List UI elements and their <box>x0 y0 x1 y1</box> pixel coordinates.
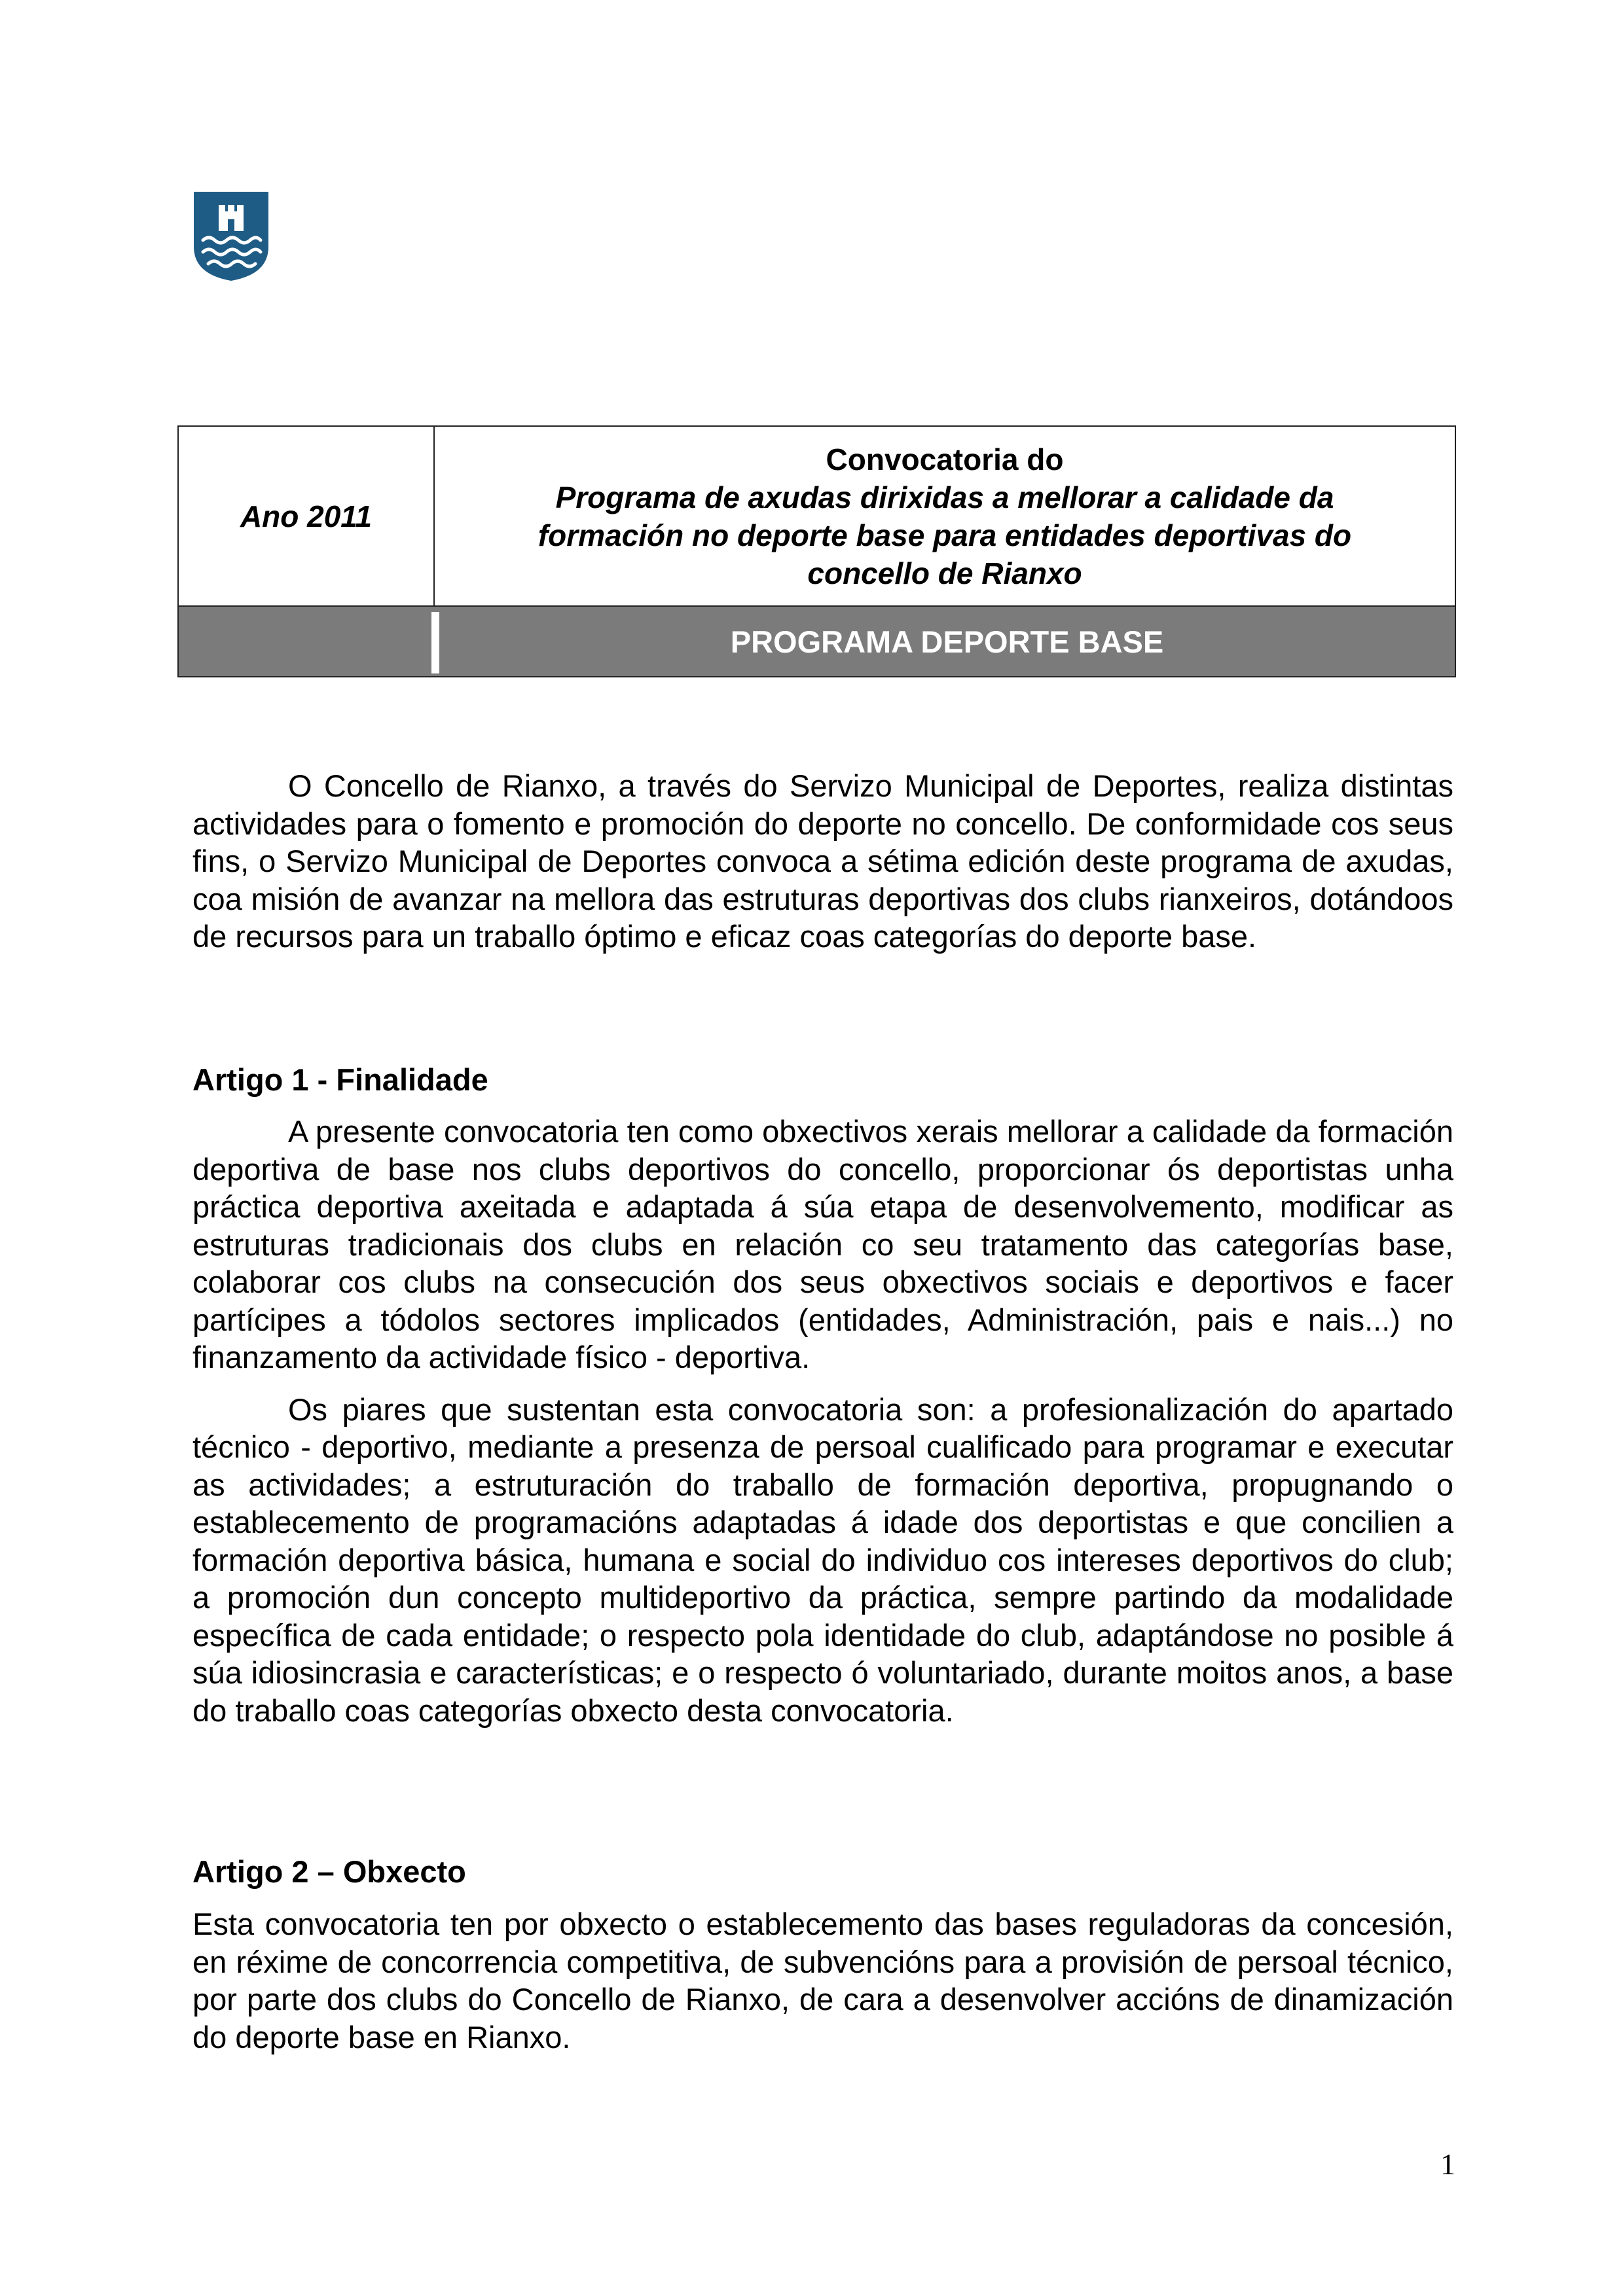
article-1-paragraph-2: Os piares que sustentan esta convocatoria son: a profesionalización do apartado técnico - deportivo, mediante a presenza de persoal cualificado para programar e executar as actividades; a estruturación do traballo de formación deportiva, propugnando o establecemento de programacións adaptadas á idade dos deportistas e que concilien a formación deportiva básica, humana e social do individuo cos intereses deportivos do club; a promoción dun concepto multideportivo da práctica, sempre partindo da modalidade específica de cada entidade; o respecto pola identidade do club, adaptándose no posible á súa idiosincrasia e características; e o respecto ó voluntariado, durante moitos anos, a base do traballo coas categorías obxecto desta convocatoria. <box>192 1391 1453 1728</box>
intro-paragraph: O Concello de Rianxo, a través do Servizo Municipal de Deportes, realiza distintas actividades para o fomento e promoción do deporte no concello. De conformidade cos seus fins, o Servizo Municipal de Deportes convoca a sétima edición deste programa de axudas, coa misión de avanzar na mellora das estruturas deportivas dos clubs rianxeiros, dotándoos de recursos para un traballo óptimo e eficaz coas categorías do deporte base. <box>192 768 1453 954</box>
intro-section <box>192 767 1453 956</box>
title-line-4: concello de Rianxo <box>807 556 1082 590</box>
year-label: Ano 2011 <box>179 427 435 605</box>
article-2-heading: Artigo 2 – Obxecto <box>192 1854 466 1889</box>
program-band <box>179 605 1455 676</box>
title-line-3: formación no deporte base para entidades deportivas do <box>538 518 1352 552</box>
program-title <box>435 427 1455 605</box>
article-2-body <box>192 1905 1453 2056</box>
title-line-2: Programa de axudas dirixidas a mellorar a calidade da <box>555 480 1334 514</box>
rianxo-logo <box>192 190 270 282</box>
article-1-body <box>192 1113 1453 1729</box>
page-number: 1 <box>1440 2147 1455 2181</box>
header-table <box>177 425 1456 677</box>
article-1-paragraph-1: A presente convocatoria ten como obxectivos xerais mellorar a calidade da formación deportiva de base nos clubs deportivos do concello, proporcionar ós deportistas unha práctica deportiva axeitada e adaptada á súa etapa de desenvolvemento, modificar as estruturas tradicionais dos clubs en relación co seu tratamento das categorías base, colaborar cos clubs na consecución dos seus obxectivos sociais e deportivos e facer partícipes a tódolos sectores implicados (entidades, Administración, pais e nais...) no finanzamento da actividade físico - deportiva. <box>192 1114 1453 1374</box>
program-band-label: PROGRAMA DEPORTE BASE <box>730 624 1164 659</box>
article-2-paragraph-1: Esta convocatoria ten por obxecto o establecemento das bases reguladoras da concesión, en réxime de concorrencia competitiva, de subvencións para a provisión de persoal técnico, por parte dos clubs do Concello de Rianxo, de cara a desenvolver accións de dinamización do deporte base en Rianxo. <box>192 1907 1453 2054</box>
band-separator <box>431 612 439 673</box>
article-1-heading: Artigo 1 - Finalidade <box>192 1062 488 1097</box>
title-line-1: Convocatoria do <box>826 442 1064 476</box>
